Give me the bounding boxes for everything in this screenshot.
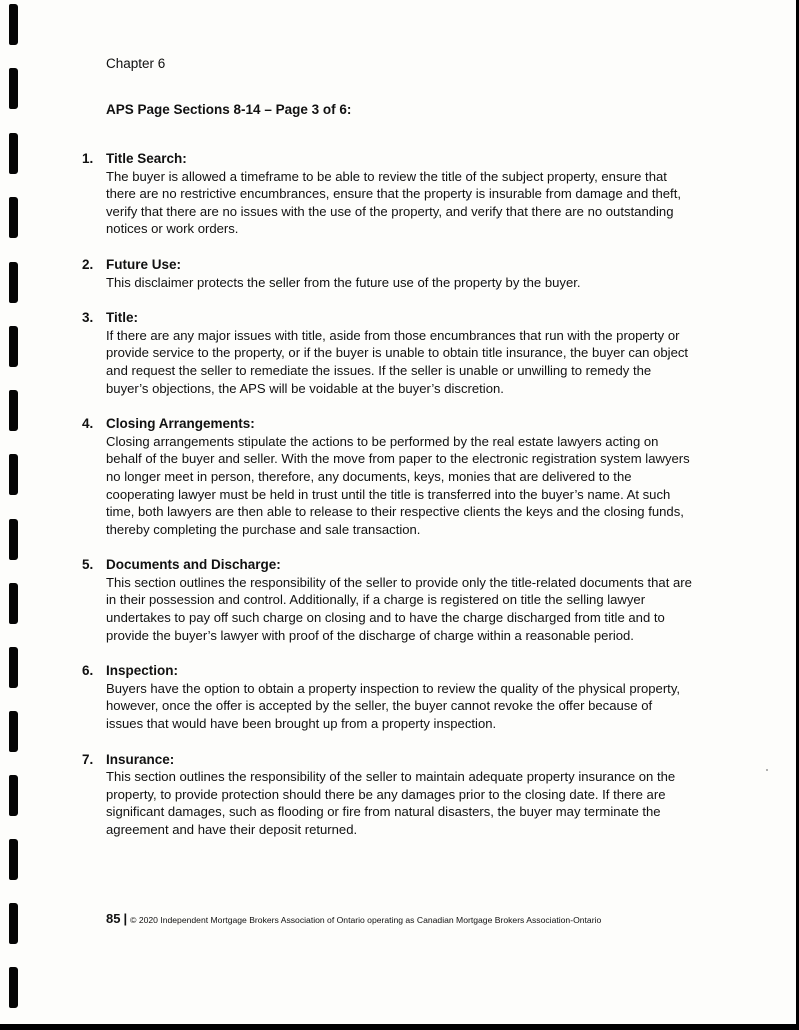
binder-hole	[9, 197, 18, 238]
section-number: 7.	[82, 751, 94, 767]
binder-hole	[9, 133, 18, 174]
binder-hole	[9, 903, 18, 944]
section-body: This section outlines the responsibility of the seller to maintain adequate property insurance on the property, to provide protection should there be any damages prior to the closing date. If there are significant damages, such as flooding or fire from natural disasters, the buyer may terminate the agreement and have their deposit returned.	[106, 769, 676, 837]
binder-hole	[9, 390, 18, 431]
section-body: If there are any major issues with title, aside from those encumbrances that run with the property or provide service to the property, or if the buyer is unable to obtain title insurance, the buyer can object and request the seller to remediate the issues. If the seller is unable or unwilling to remedy the buyer’s objections, the APS will be voidable at the buyer’s discretion.	[106, 327, 689, 396]
section-number: 5.	[82, 557, 94, 573]
binder-hole	[9, 519, 18, 560]
section-heading: Title Search:	[106, 151, 187, 166]
section-number: 4.	[82, 416, 94, 432]
section-heading: Future Use:	[106, 256, 182, 272]
binder-hole	[9, 711, 18, 752]
section-item	[82, 662, 692, 732]
section-list	[82, 150, 692, 857]
page-number: 85	[106, 911, 121, 926]
binder-hole	[9, 583, 18, 624]
section-body: The buyer is allowed a timeframe to be able to review the title of the subject property, ensure that there are no restrictive encumbrances, ensure that the property is insurable from damage and theft, verify that there are no issues with the use of the property, and verify that there are no outstanding notices or work orders.	[106, 168, 681, 237]
section-number: 2.	[82, 256, 94, 272]
section-item	[82, 415, 692, 538]
section-number: 3.	[82, 310, 94, 326]
section-item	[82, 751, 692, 839]
page-footer	[106, 911, 601, 926]
section-item	[82, 150, 692, 238]
section-item	[82, 556, 692, 644]
section-body: Buyers have the option to obtain a property inspection to review the quality of the physical property, however, once the offer is accepted by the seller, the buyer cannot revoke the offer because of issues that would have been brought up from a property inspection.	[106, 680, 681, 732]
section-heading: Title:	[106, 310, 139, 326]
binder-holes	[0, 0, 40, 1024]
scan-speck	[766, 769, 768, 771]
binder-hole	[9, 647, 18, 688]
footer-separator: |	[123, 911, 128, 926]
section-body: This disclaimer protects the seller from the future use of the property by the buyer.	[106, 274, 581, 290]
section-heading: Documents and Discharge:	[106, 557, 281, 573]
section-heading: Insurance:	[106, 751, 175, 767]
binder-hole	[9, 262, 18, 303]
section-heading: Inspection:	[106, 663, 179, 679]
section-body: Closing arrangements stipulate the actions to be performed by the real estate lawyers acting on behalf of the buyer and seller. With the move from paper to the electronic registration system lawyers no longer meet in person, therefore, any documents, keys, monies that are delivered to the cooperating lawyer must be held in trust until the title is transferred into the buyer’s name. At such time, both lawyers are then able to release to their respective clients the keys and the closing funds, thereby completing the purchase and sale transaction.	[106, 433, 690, 537]
page-title: APS Page Sections 8-14 – Page 3 of 6:	[106, 102, 352, 117]
chapter-label: Chapter 6	[106, 56, 166, 71]
copyright-text: © 2020 Independent Mortgage Brokers Association of Ontario operating as Canadian Mortgage Brokers Association-Ontario	[130, 915, 602, 925]
binder-hole	[9, 68, 18, 109]
binder-hole	[9, 326, 18, 367]
section-number: 1.	[82, 151, 94, 166]
section-body: This section outlines the responsibility of the seller to provide only the title-related documents that are in their possession and control. Additionally, if a charge is registered on title the selling lawyer undertakes to pay off such charge on closing and to have the charge discharged from title and to provide the buyer’s lawyer with proof of the discharge of charge within a reasonable period.	[106, 574, 692, 643]
section-item	[82, 256, 692, 291]
binder-hole	[9, 967, 18, 1008]
section-number: 6.	[82, 663, 94, 679]
binder-hole	[9, 775, 18, 816]
binder-hole	[9, 454, 18, 495]
binder-hole	[9, 4, 18, 45]
section-item	[82, 309, 692, 397]
binder-hole	[9, 839, 18, 880]
section-heading: Closing Arrangements:	[106, 416, 255, 432]
